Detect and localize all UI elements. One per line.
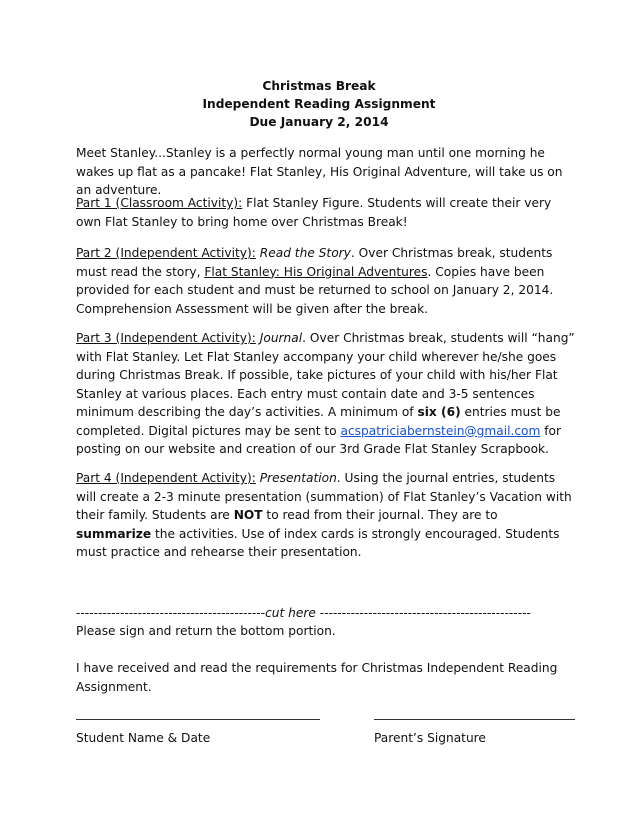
part4-title: Presentation — [259, 471, 337, 485]
part3-text-a: . Over Christmas break, students will “hang” with Flat Stanley. Let Flat Stanley accompany your child wherever he/she goes during Christmas Break. If possible, take pictures of your child with his/her Flat Stanley at various places. Each entry must contain date and 3-5 sentences minimum describing the day’s activities. A minimum of — [76, 331, 575, 419]
part3-title: Journal — [259, 331, 303, 345]
document-header — [0, 77, 638, 131]
intro-text: Meet Stanley...Stanley is a perfectly normal young man until one morning he wakes up flat as a pancake! Flat Stanley, His Original Adventure, will take us on an adventure. — [76, 146, 563, 197]
header-due-date: Due January 2, 2014 — [249, 115, 389, 129]
cut-label: cut here — [265, 606, 316, 620]
parent-signature-line[interactable] — [374, 719, 575, 720]
return-note-paragraph — [76, 622, 576, 641]
part4-not: NOT — [233, 508, 263, 522]
cut-dashes-left: ------------------------------------------- — [76, 606, 266, 620]
part1-text: Flat Stanley Figure. Students will create their very own Flat Stanley to bring home over Christmas Break! — [76, 196, 552, 229]
acknowledgement-paragraph — [76, 659, 576, 696]
header-subtitle: Independent Reading Assignment — [202, 97, 436, 111]
part2-heading: Part 2 (Independent Activity): — [76, 246, 256, 260]
return-note: Please sign and return the bottom portion. — [76, 624, 336, 638]
header-title: Christmas Break — [262, 79, 376, 93]
part3-minimum: six (6) — [417, 405, 461, 419]
part2-text-a: . Over Christmas break, students must read the story, — [76, 246, 553, 279]
acknowledgement-text: I have received and read the requirements for Christmas Independent Reading Assignment. — [76, 661, 558, 694]
part4-summarize: summarize — [76, 526, 152, 541]
part3-text-b: entries must be completed. Digital pictures may be sent to — [76, 405, 561, 438]
part4-text-c: the activities. Use of index cards is strongly encouraged. Students must practice and rehearse their presentation. — [76, 526, 560, 559]
part4-heading: Part 4 (Independent Activity): — [76, 471, 256, 485]
part4-paragraph — [76, 469, 576, 562]
student-name-date-label: Student Name & Date — [76, 731, 211, 745]
part3-heading: Part 3 (Independent Activity): — [76, 331, 256, 345]
part2-paragraph — [76, 244, 576, 318]
part2-book-title: Flat Stanley: His Original Adventures — [204, 264, 428, 279]
part4-text-a: . Using the journal entries, students will create a 2-3 minute presentation (summation) of Flat Stanley’s Vacation with their family. Students are — [76, 471, 572, 522]
parent-signature-label: Parent’s Signature — [374, 731, 486, 745]
part3-paragraph — [76, 329, 576, 459]
cut-line — [76, 604, 576, 623]
part1-heading: Part 1 (Classroom Activity): — [76, 196, 243, 210]
cut-dashes-right: ------------------------------------------------ — [315, 606, 531, 620]
part4-text-b: to read from their journal. They are to — [262, 508, 498, 522]
email-link[interactable]: acspatriciabernstein@gmail.com — [340, 423, 541, 438]
part1-paragraph — [76, 194, 576, 231]
student-signature-line[interactable] — [76, 719, 320, 720]
part2-text-b: . Copies have been provided for each student and must be returned to school on January 2, 2014. Comprehension Assessment will be given after the break. — [76, 264, 554, 316]
part2-title: Read the Story — [259, 246, 351, 260]
part3-text-c: for posting on our website and creation of our 3rd Grade Flat Stanley Scrapbook. — [76, 423, 562, 456]
intro-paragraph — [76, 144, 576, 200]
